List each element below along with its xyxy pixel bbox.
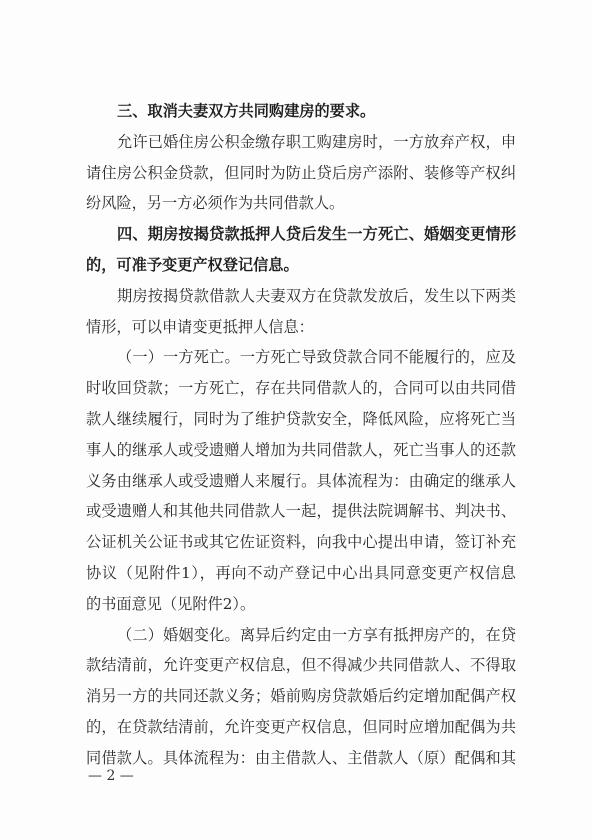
paragraph-line: （一）一方死亡。一方死亡导致贷款合同不能履行的，应及 bbox=[117, 348, 516, 367]
paragraph-line: 事人的继承人或受遗赠人增加为共同借款人，死亡当事人的还款 bbox=[86, 440, 516, 459]
document-body bbox=[86, 96, 516, 774]
paragraph-line: 情形，可以申请变更抵押人信息： bbox=[86, 317, 314, 336]
paragraph-line: 允许已婚住房公积金缴存职工购建房时，一方放弃产权，申 bbox=[117, 132, 516, 151]
paragraph-line: 款结清前，允许变更产权信息，但不得减少共同借款人、不得取 bbox=[86, 656, 516, 675]
heading-line: 三、取消夫妻双方共同购建房的要求。 bbox=[117, 102, 376, 120]
paragraph-line: 义务由继承人或受遗赠人来履行。具体流程为：由确定的继承人 bbox=[86, 471, 516, 490]
heading-line: 的，可准予变更产权登记信息。 bbox=[86, 255, 299, 274]
heading-line: 四、期房按揭贷款抵押人贷后发生一方死亡、婚姻变更情形 bbox=[117, 225, 516, 244]
paragraph-line: 同借款人。具体流程为：由主借款人、主借款人（原）配偶和其 bbox=[86, 748, 516, 767]
paragraph-line: 期房按揭贷款借款人夫妻双方在贷款发放后，发生以下两类 bbox=[117, 286, 516, 305]
paragraph-line: 消另一方的共同还款义务；婚前购房贷款婚后约定增加配偶产权 bbox=[86, 687, 516, 706]
paragraph-line: 协议（见附件1），再向不动产登记中心出具同意变更产权信息 bbox=[86, 563, 516, 582]
paragraph-line: 或受遗赠人和其他共同借款人一起，提供法院调解书、判决书、 bbox=[86, 502, 516, 521]
paragraph-line: （二）婚姻变化。离异后约定由一方享有抵押房产的，在贷 bbox=[117, 625, 516, 644]
paragraph-line: 款人继续履行，同时为了维护贷款安全，降低风险，应将死亡当 bbox=[86, 409, 516, 428]
paragraph-line: 请住房公积金贷款，但同时为防止贷后房产添附、装修等产权纠 bbox=[86, 163, 516, 182]
paragraph-line: 纷风险，另一方必须作为共同借款人。 bbox=[86, 194, 345, 213]
paragraph-line: 公证机关公证书或其它佐证资料，向我中心提出申请，签订补充 bbox=[86, 533, 516, 552]
paragraph-line: 的，在贷款结清前，允许变更产权信息，但同时应增加配偶为共 bbox=[86, 717, 516, 736]
page-number: — 2 — bbox=[88, 768, 134, 784]
paragraph-line: 的书面意见（见附件2）。 bbox=[86, 594, 256, 613]
paragraph-line: 时收回贷款；一方死亡，存在共同借款人的，合同可以由共同借 bbox=[86, 379, 516, 398]
